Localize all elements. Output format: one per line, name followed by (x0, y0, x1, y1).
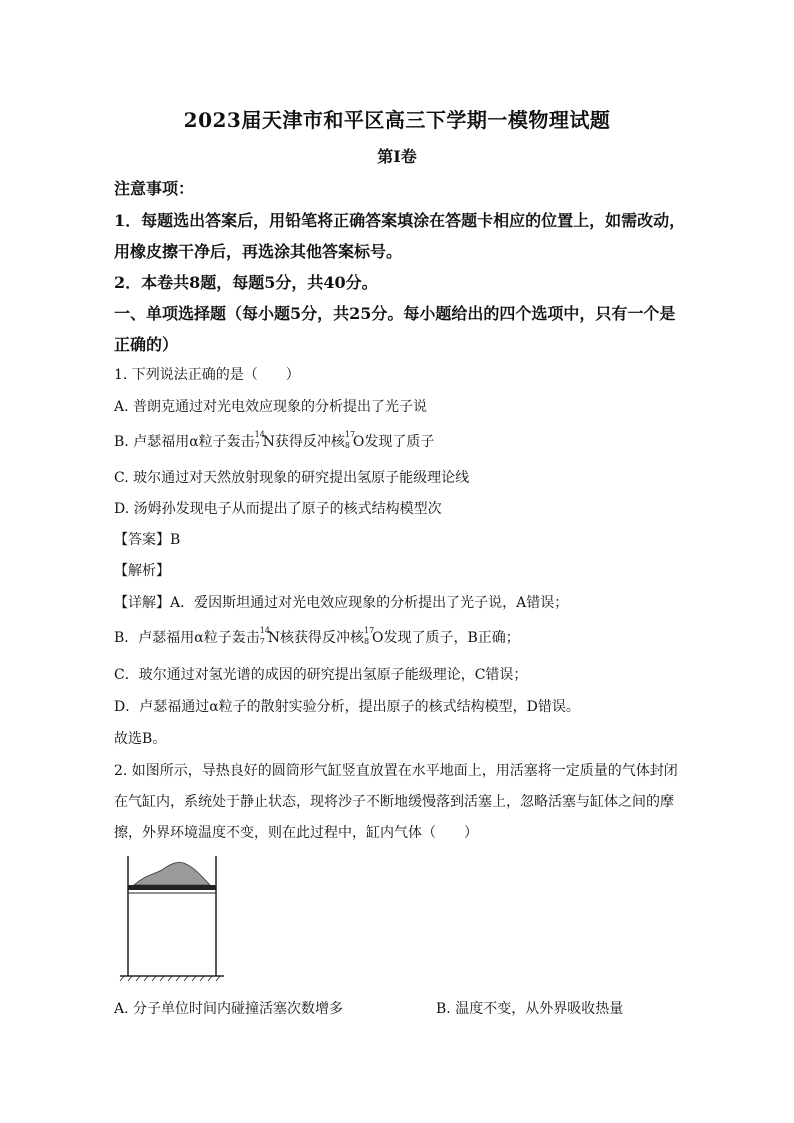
q1-option-b-pre: B. 卢瑟福用α粒子轰击 (114, 434, 255, 450)
detail-b-post: O发现了质子，B正确； (372, 630, 520, 646)
detail-a: 【详解】A．爱因斯坦通过对光电效应现象的分析提出了光子说，A错误； (114, 595, 569, 611)
detail-nuclide-n-mass: 14 (259, 626, 270, 635)
q1-option-c: C. 玻尔通过对天然放射现象的研究提出氢原子能级理论线 (114, 470, 470, 486)
detail-b-pre: B．卢瑟福用α粒子轰击 (114, 630, 260, 646)
page-title: 2023届天津市和平区高三下学期一模物理试题 (183, 108, 611, 132)
q2-stem-line-3: 擦，外界环境温度不变，则在此过程中，缸内气体（ ） (114, 825, 478, 841)
detail-b (114, 627, 520, 647)
notes-heading: 注意事项： (114, 179, 195, 198)
q2-option-b: B. 温度不变，从外界吸收热量 (436, 1001, 624, 1017)
q2-stem-line-1: 2. 如图所示，导热良好的圆筒形气缸竖直放置在水平地面上，用活塞将一定质量的气体封闭 (114, 763, 678, 779)
nuclide-n-atomic: 7 (254, 441, 260, 450)
q1-option-b-post: O发现了质子 (352, 434, 435, 450)
detail-c: C．玻尔通过对氢光谱的成因的研究提出氢原子能级理论，C错误； (114, 667, 528, 683)
detail-b-mid: N核获得反冲核 (267, 630, 364, 646)
q1-option-d: D. 汤姆孙发现电子从而提出了原子的核式结构模型次 (114, 501, 442, 517)
nuclide-n-mass: 14 (254, 430, 265, 439)
detail-d: D．卢瑟福通过α粒子的散射实验分析，提出原子的核式结构模型，D错误。 (114, 699, 580, 715)
detail-nuclide-o-mass: 17 (364, 626, 375, 635)
section-heading-line-2: 正确的） (114, 335, 179, 354)
detail-nuclide-n-symbol (259, 626, 270, 646)
note-item-1-line-2: 用橡皮擦干净后，再选涂其他答案标号。 (114, 242, 403, 261)
note-item-1-line-1: 1．每题选出答案后，用铅笔将正确答案填涂在答题卡相应的位置上，如需改动， (114, 211, 686, 230)
analysis-label: 【解析】 (114, 563, 170, 579)
answer-label: 【答案】B (114, 532, 181, 548)
detail-nuclide-o-atomic: 8 (364, 637, 370, 646)
section-heading-line-1: 一、单项选择题（每小题5分，共25分。每小题给出的四个选项中，只有一个是 (114, 304, 676, 323)
q1-stem: 1. 下列说法正确的是（ ） (114, 367, 300, 383)
sand-pile (134, 862, 210, 885)
detail-nuclide-n-atomic: 7 (259, 637, 265, 646)
detail-nuclide-o-symbol (364, 626, 375, 646)
q1-option-a: A. 普朗克通过对光电效应现象的分析提出了光子说 (114, 399, 428, 415)
q2-stem-line-2: 在气缸内，系统处于静止状态，现将沙子不断地缓慢落到活塞上，忽略活塞与缸体之间的摩 (114, 794, 674, 810)
nuclide-n-symbol (254, 430, 265, 450)
q1-option-b (114, 431, 434, 451)
q2-option-a: A. 分子单位时间内碰撞活塞次数增多 (114, 1001, 344, 1017)
nuclide-o-symbol (344, 430, 356, 450)
piston (128, 885, 216, 890)
note-item-2: 2．本卷共8题，每题5分，共40分。 (114, 273, 378, 292)
q1-option-b-mid: N获得反冲核 (262, 434, 345, 450)
conclusion: 故选B。 (114, 731, 167, 747)
nuclide-o-atomic: 8 (344, 441, 350, 450)
cylinder-figure (114, 852, 224, 982)
nuclide-o-mass: 17 (344, 430, 356, 439)
volume-label: 第I卷 (377, 147, 417, 166)
